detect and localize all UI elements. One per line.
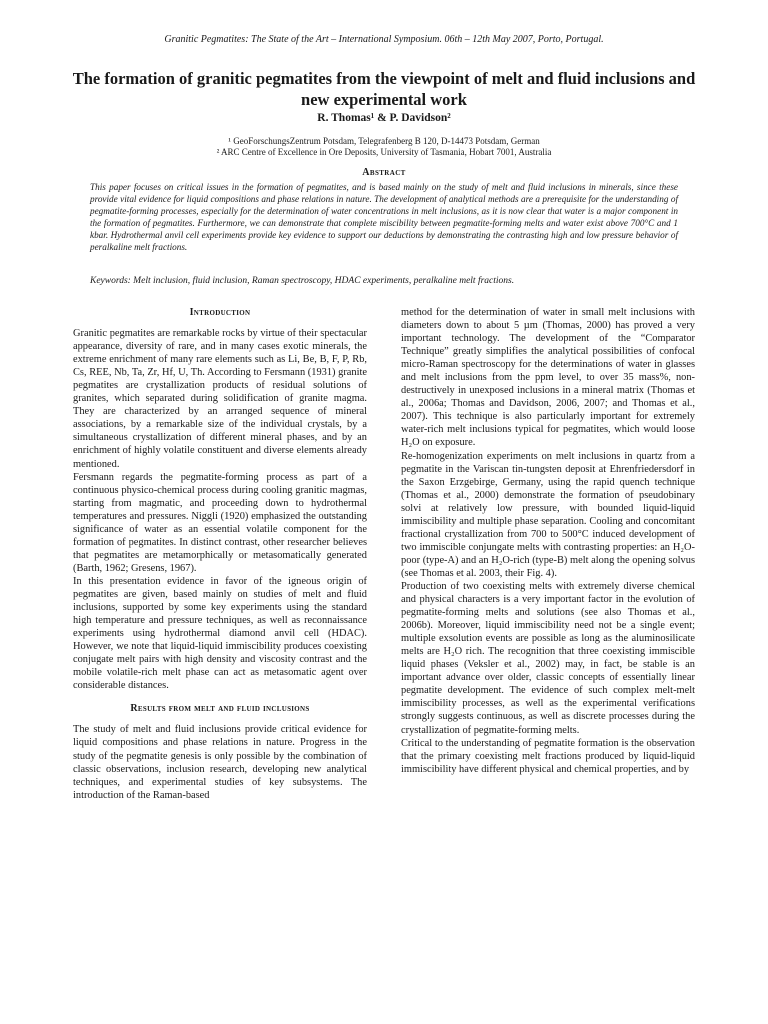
paragraph: Production of two coexisting melts with extremely diverse chemical and physical characters is a very important factor in the evolution of pegmatite-forming melts and solutions (see also Thomas et al., 2006b). Moreover, liquid immiscibility need not be a single event; multiple exsolution events are possible as long as the aluminosilicate melts are H₂O rich. The recognition that three coexisting immiscible liquid phases (Veksler et al., 2002) may, in fact, be stable is an important advance over older, classic concepts of essentially linear pegmatite development. The evidence of such complex melt-melt immiscibility processes, as well as the experimental verifications strongly suggests continuous, as well as discrete processes during the crystallization of pegmatite-forming melts. [401,580,695,736]
paragraph: Fersmann regards the pegmatite-forming process as part of a continuous physico-chemical process during cooling granitic magmas, starting from magmatic, and proceeding down to hydrothermal temperatures and pressures. Niggli (1920) emphasized the outstanding significance of water as an essential volatile component for the formation of pegmatites. In distinct contrast, other researcher believes that pegmatites are metamorphically or metasomatically generated (Barth, 1962; Gresens, 1967). [73,471,367,574]
paragraph: The study of melt and fluid inclusions provide critical evidence for liquid compositions and phase relations in nature. Progress in the study of the pegmatite genesis is only possible by the combination of classic observations, inclusion research, developing new analytical techniques, and experimental studies of key subsystems. The introduction of the Raman-based [73,724,367,801]
abstract-text: This paper focuses on critical issues in the formation of pegmatites, and is based mainly on the study of melt and fluid inclusions in minerals, since these provide vital evidence for liquid compositions and phase relations in nature. The development of analytical methods are a prerequisite for the understanding of pegmatite-forming processes, especially for the determination of water concentrations in melt inclusions, as it is now clear that water is a major component in the formation of pegmatites. Furthermore, we can demonstrate that complete miscibility between pegmatite-forming melts and water exist above 700°C and 1 kbar. Hydrothermal anvil cell experiments provide key evidence to support our deductions by demonstrating the contrasting high and low pressure behavior of peralkaline melt fractions. [90,182,678,253]
keywords: Keywords: Melt inclusion, fluid inclusion, Raman spectroscopy, HDAC experiments, peralkaline melt fractions. [90,276,515,286]
paragraph: In this presentation evidence in favor of the igneous origin of pegmatites are given, based mainly on studies of melt and fluid inclusions, supported by some key experiments using the standard high temperature and pressure techniques, as well as reconnaissance experiments using hydrothermal diamond anvil cell (HDAC). However, we note that liquid-liquid immiscibility produces coexisting conjugate melt pairs with high density and viscosity contrast and the mobile volatile-rich melt phase can act as metasomatic agent over considerable distances. [73,575,367,692]
paragraph: Granitic pegmatites are remarkable rocks by virtue of their spectacular appearance, diversity of rare, and in many cases exotic minerals, the extreme enrichment of many rare elements such as Li, Be, B, F, P, Rb, Cs, REE, Nb, Ta, Zr, Hf, U, Th. According to Fersmann (1931) granite pegmatites are crystallization products of residual solutions of granites, which separated during solidification of granite magma. They are characterized by an arranged sequence of mineral associations, by a remarkable size of the individual crystals, by a simultaneous crystallization of different mineral phases, and by an enrichment of highly volatile constituent and diverse elements already mentioned. [73,328,367,470]
left-column [73,306,367,802]
right-column [401,306,695,776]
affiliation-1: ¹ GeoForschungsZentrum Potsdam, Telegrafenberg B 120, D-14473 Potsdam, German [228,136,540,146]
running-header: Granitic Pegmatites: The State of the Art – International Symposium. 06th – 12th May 2007, Porto, Portugal. [164,34,604,45]
paper-title: The formation of granitic pegmatites from the viewpoint of melt and fluid inclusions and new experimental work [72,69,696,109]
section-heading-introduction: Introduction [189,307,251,318]
affiliation-2: ² ARC Centre of Excellence in Ore Deposits, University of Tasmania, Hobart 7001, Australia [216,147,552,157]
paragraph: Critical to the understanding of pegmatite formation is the observation that the primary coexisting melt fractions produced by liquid-liquid immiscibility have different physical and chemical properties, and by [401,737,695,775]
author-line: R. Thomas¹ & P. Davidson² [317,112,451,124]
section-heading-results: Results from melt and fluid inclusions [130,703,310,715]
abstract-heading: Abstract [362,167,406,178]
paragraph: Re-homogenization experiments on melt inclusions in quartz from a pegmatite in the Variscan tin-tungsten deposit at Ehrenfriedersdorf in the Saxon Erzgebirge, Germany, using the rapid quench technique (Thomas et al., 2000) demonstrate the formation of pseudobinary solvi at relatively low pressure, with bounded liquid-liquid immiscibility and multiple phase separation. Cooling and concomitant fractional crystallization from 700 to 500°C induced development of two immiscible conjungate melts with contrasting properties: an H₂O-poor (type-A) and an H₂O-rich (type-B) melt along the opening solvus (see Thomas et al. 2003, their Fig. 4). [401,450,695,579]
affiliations [0,136,768,158]
paragraph: method for the determination of water in small melt inclusions with diameters down to about 5 µm (Thomas, 2000) has proved a very important technology. The development of the “Comparator Technique” greatly simplifies the analytical possibilities of confocal micro-Raman spectroscopy for the determinations of water in glasses and melt inclusions from the ppm level, to over 35 mass%, non-destructively in unexposed inclusions in a mineral matrix (Thomas et al., 2006a; Thomas and Davidson, 2006, 2007; and Thomas et al., 2007). This technique is also particularly important for extremely water-rich melt inclusions typical for pegmatites, which would loose H₂O on exposure. [401,307,695,449]
